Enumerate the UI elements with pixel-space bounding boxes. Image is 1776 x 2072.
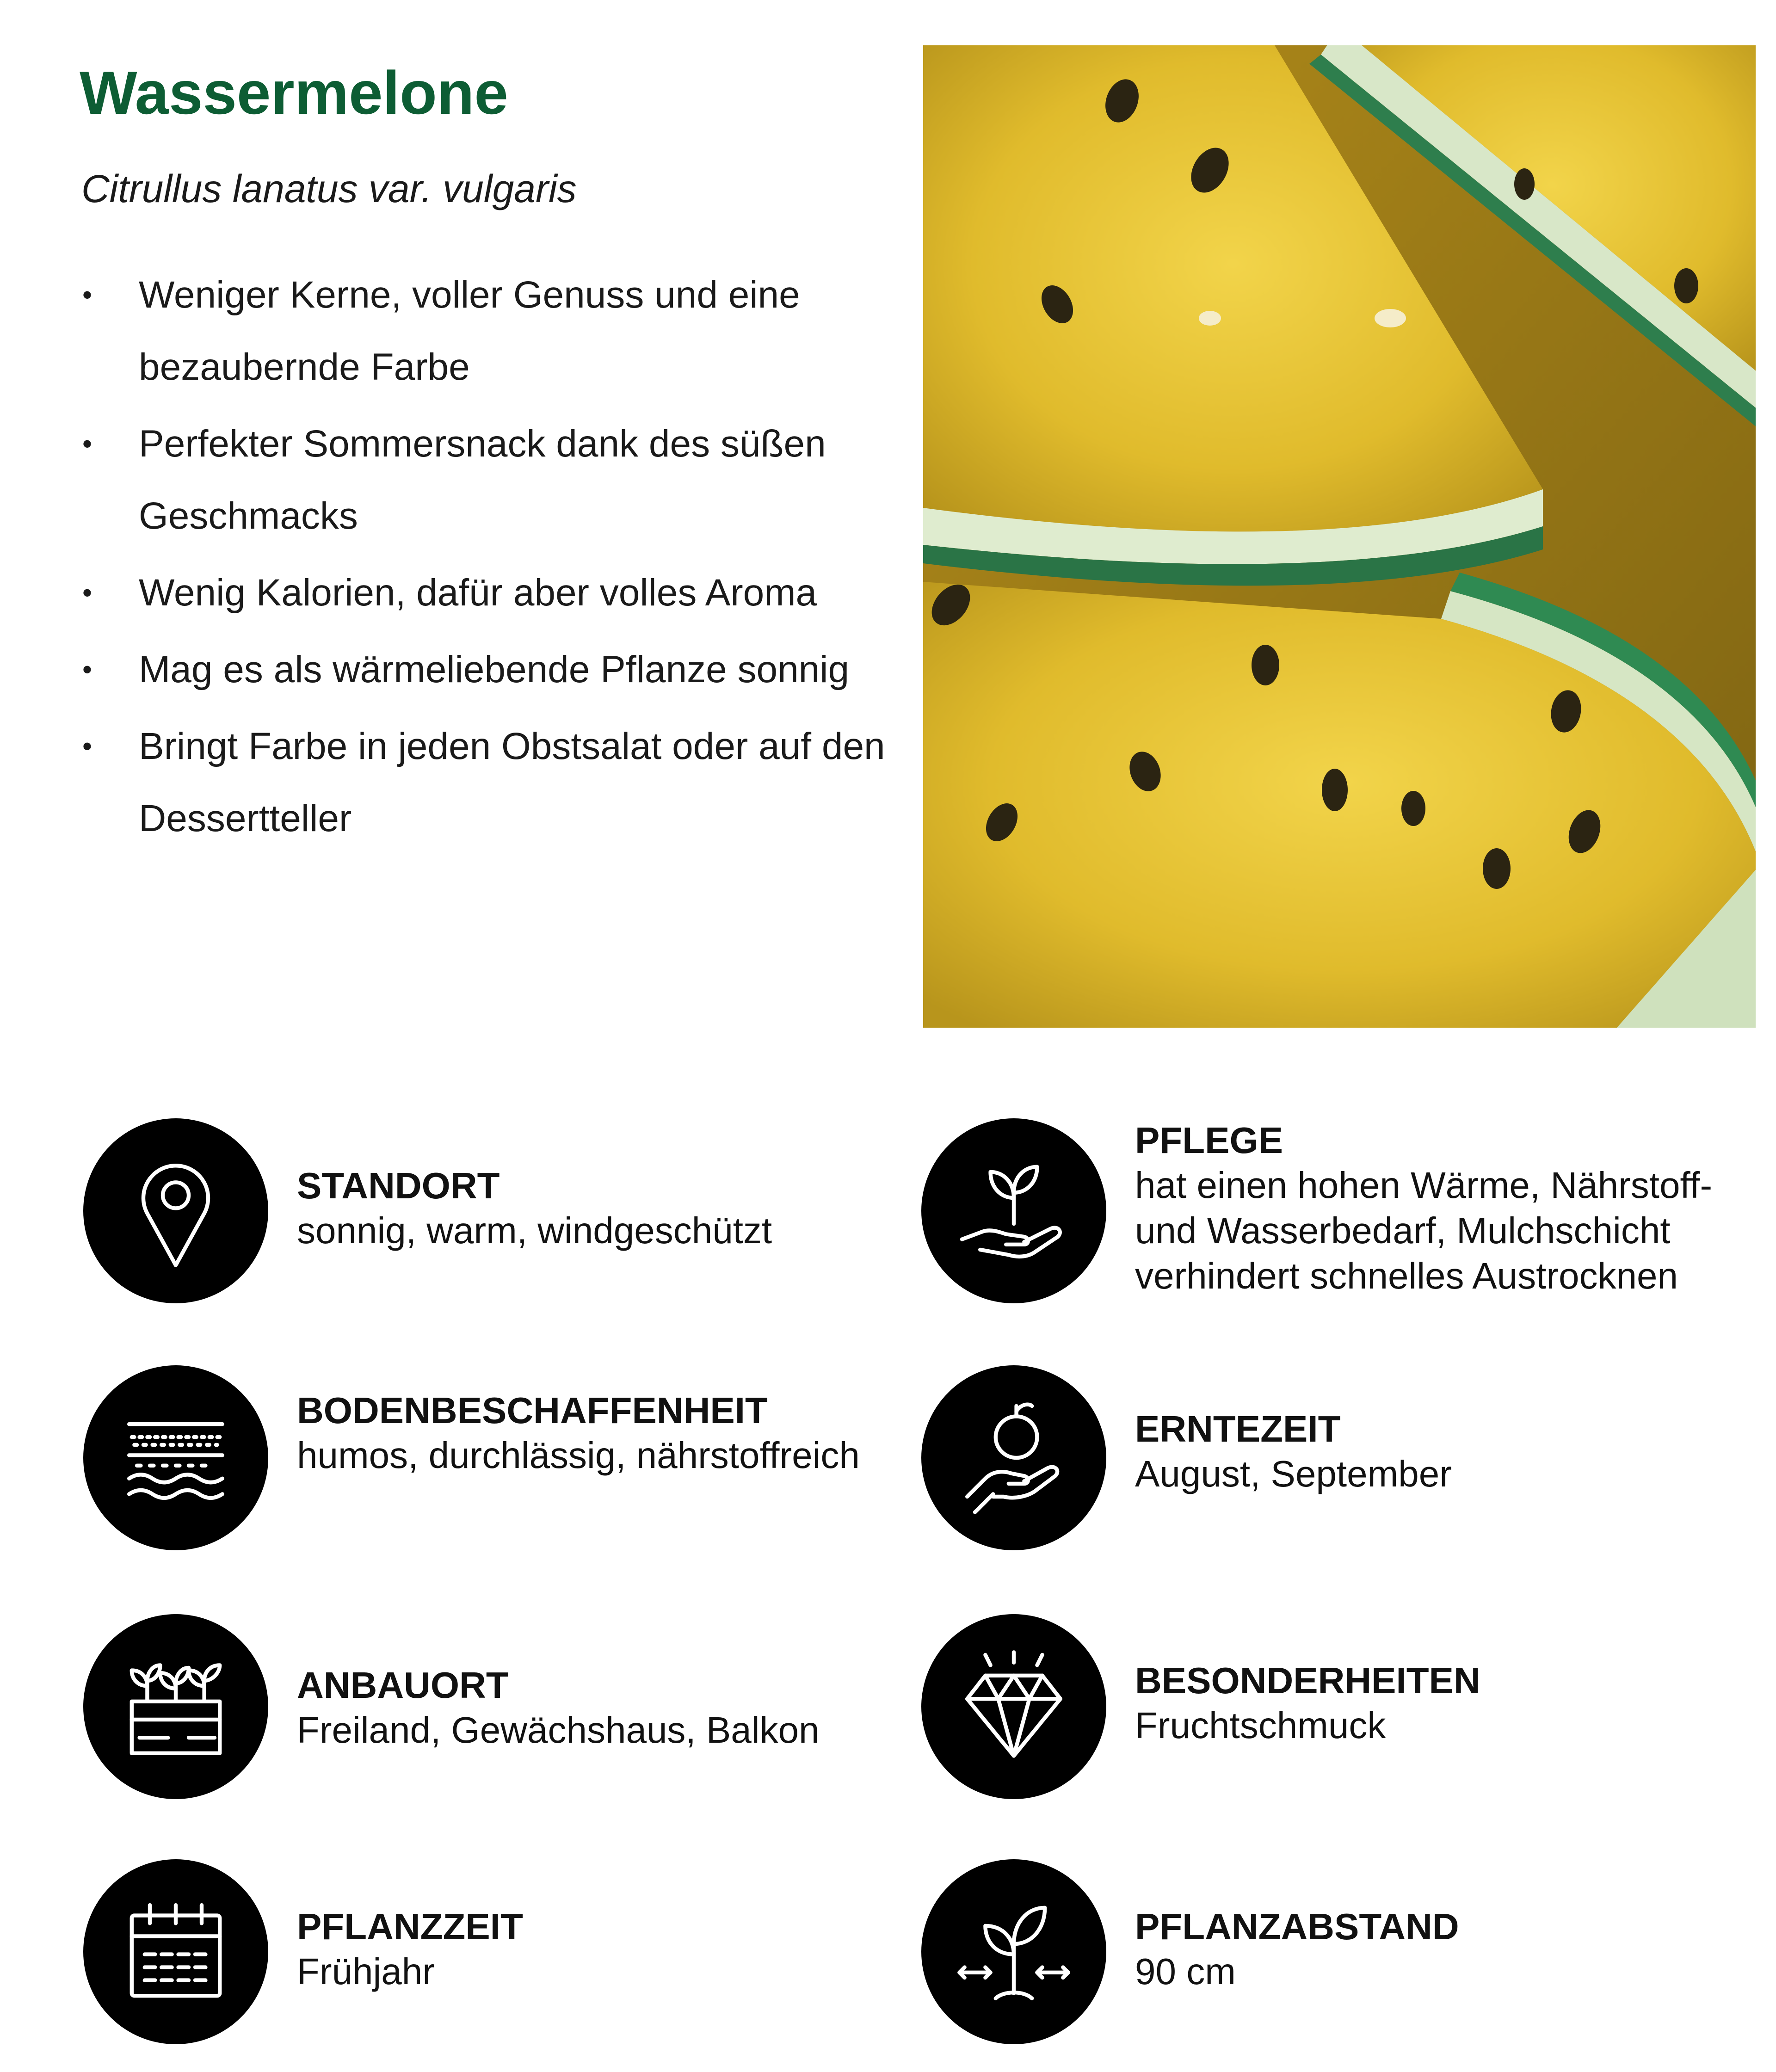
bullet-dot: •	[82, 731, 92, 762]
planter-box-icon	[111, 1642, 240, 1771]
info-bodenbeschaffenheit	[83, 1365, 906, 1550]
list-item	[81, 710, 895, 855]
list-item	[81, 557, 895, 629]
info-heading: ERNTEZEIT	[1135, 1408, 1341, 1449]
list-item	[81, 634, 895, 706]
seedling-hand-icon	[949, 1146, 1079, 1276]
bullet-dot: •	[82, 654, 92, 685]
yellow-watermelon-image	[923, 45, 1756, 1028]
info-value: Fruchtschmuck	[1135, 1705, 1386, 1746]
icon-circle	[921, 1614, 1106, 1799]
info-heading: PFLEGE	[1135, 1120, 1283, 1161]
watermelon-photo	[923, 45, 1756, 1028]
fruit-hand-icon	[949, 1393, 1079, 1523]
bullet-text: Mag es als wärmeliebende Pflanze sonnig	[139, 648, 850, 691]
feature-list	[81, 259, 895, 859]
list-item	[81, 259, 895, 403]
info-pflanzabstand	[921, 1859, 1745, 2044]
product-title: Wassermelone	[80, 59, 508, 127]
list-item	[81, 408, 895, 552]
info-heading: BESONDERHEITEN	[1135, 1660, 1480, 1701]
info-heading: ANBAUORT	[297, 1665, 509, 1706]
bullet-text: Weniger Kerne, voller Genuss und eine bezaubernde Farbe	[139, 274, 800, 388]
info-value: humos, durchlässig, nährstoffreich	[297, 1435, 860, 1476]
bullet-dot: •	[82, 428, 92, 459]
info-pflege	[921, 1118, 1745, 1303]
info-value: Frühjahr	[297, 1951, 435, 1992]
diamond-icon	[949, 1642, 1079, 1771]
icon-circle	[921, 1118, 1106, 1303]
icon-circle	[921, 1365, 1106, 1550]
info-value: hat einen hohen Wärme, Nährstoff- und Wasserbedarf, Mulchschicht verhindert schnelles Austrocknen	[1135, 1165, 1713, 1296]
icon-circle	[83, 1365, 268, 1550]
info-anbauort	[83, 1614, 906, 1799]
info-heading: STANDORT	[297, 1165, 500, 1206]
info-heading: PFLANZZEIT	[297, 1906, 523, 1947]
bullet-text: Bringt Farbe in jeden Obstsalat oder auf den Dessertteller	[139, 725, 885, 839]
latin-name: Citrullus lanatus var. vulgaris	[81, 167, 577, 210]
location-pin-icon	[111, 1146, 240, 1276]
bullet-dot: •	[82, 577, 92, 608]
info-value: sonnig, warm, windgeschützt	[297, 1210, 772, 1251]
info-pflanzzeit	[83, 1859, 906, 2044]
bullet-dot: •	[82, 279, 92, 310]
bullet-text: Perfekter Sommersnack dank des süßen Geschmacks	[139, 423, 826, 537]
icon-circle	[83, 1859, 268, 2044]
info-value: 90 cm	[1135, 1951, 1236, 1992]
icon-circle	[83, 1118, 268, 1303]
soil-layers-icon	[111, 1393, 240, 1523]
info-standort	[83, 1118, 906, 1303]
info-erntezeit	[921, 1365, 1745, 1550]
icon-circle	[921, 1859, 1106, 2044]
icon-circle	[83, 1614, 268, 1799]
info-besonderheiten	[921, 1614, 1745, 1799]
plant-spacing-icon	[949, 1887, 1079, 2016]
bullet-text: Wenig Kalorien, dafür aber volles Aroma	[139, 572, 817, 614]
info-heading: BODENBESCHAFFENHEIT	[297, 1390, 768, 1431]
info-value: August, September	[1135, 1453, 1452, 1494]
info-heading: PFLANZABSTAND	[1135, 1906, 1459, 1947]
info-value: Freiland, Gewächshaus, Balkon	[297, 1709, 820, 1751]
calendar-icon	[111, 1887, 240, 2016]
